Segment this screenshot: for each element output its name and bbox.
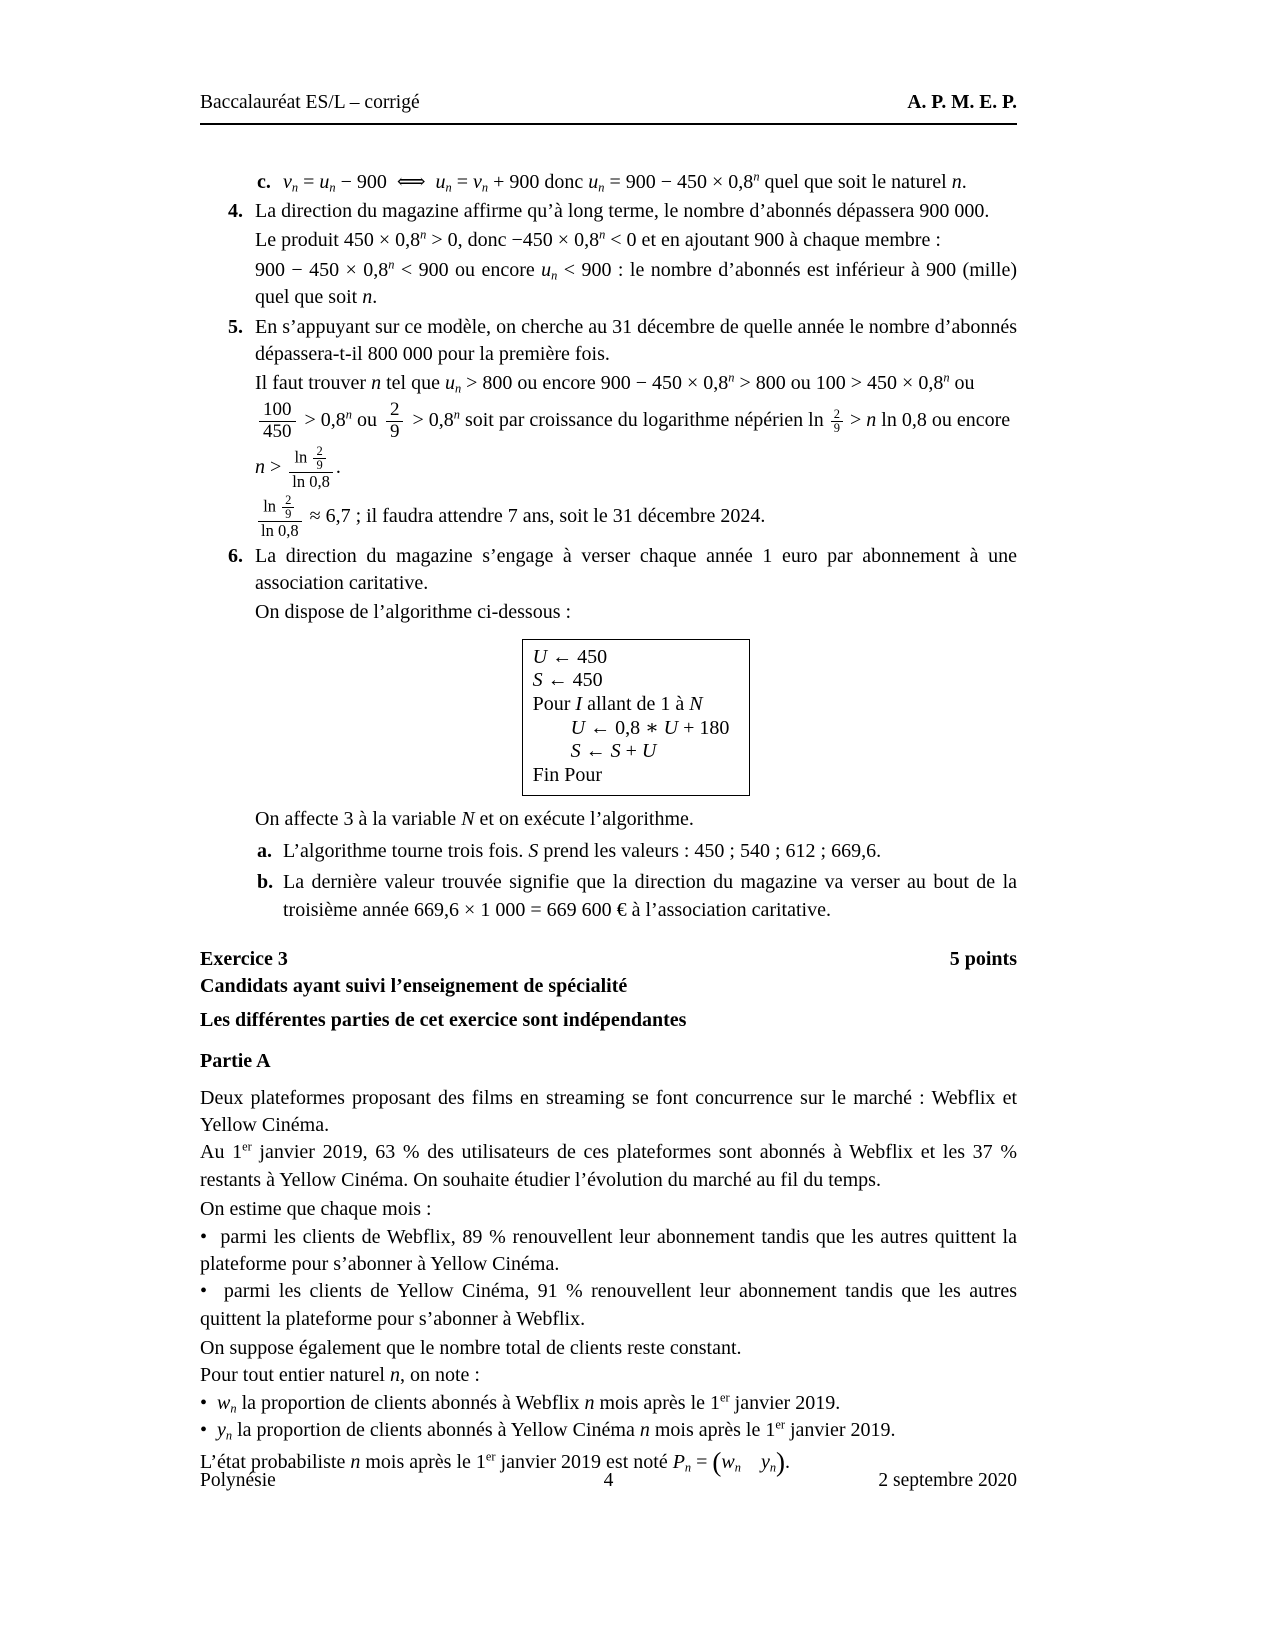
page-footer bbox=[200, 1468, 1017, 1495]
algorithm-line: Fin Pour bbox=[532, 763, 603, 786]
list-item-6b bbox=[255, 869, 1017, 924]
page-header bbox=[200, 90, 1017, 125]
paragraph-5-5: ln $\frac{2}{9}$ ln 0,8 ≈ 6,7 ; il faudra attendre 7 ans, soit le 31 décembre 2024. bbox=[255, 494, 1017, 541]
list-item-6-marker: 6. bbox=[228, 544, 243, 567]
footer-page-number: 4 bbox=[603, 1470, 614, 1491]
exercise3-heading bbox=[200, 946, 1017, 973]
list-item-4-marker: 4. bbox=[228, 200, 243, 223]
algorithm-line: Pour I allant de 1 à N bbox=[532, 693, 703, 716]
list-item-6a bbox=[255, 838, 1017, 865]
partA-paragraph-6: L’état probabiliste n mois après le 1er janvier 2019 est noté $P_n = (w_n$ $y_n$). bbox=[200, 1446, 791, 1477]
exercise3-subtitle: Candidats ayant suivi l’enseignement de spécialité bbox=[200, 975, 628, 998]
paragraph-6b: La dernière valeur trouvée signifie que la direction du magazine va verser au bout de la troisième année 669,6 × 1 000 = 669 600 € à l’association caritative. bbox=[283, 871, 1017, 921]
paragraph-6-1: La direction du magazine s’engage à verser chaque année 1 euro par abonnement à une association caritative. bbox=[255, 544, 1017, 595]
paragraph-5-3: $\frac{100}{450}$ > $0,8^n$ ou $\frac{2}{9}$ > $0,8^n$ soit par croissance du logarithme népérien ln $\frac{2}{9}$ > n ln 0,8 ou encore bbox=[255, 400, 1017, 443]
header-title: Baccalauréat ES/L – corrigé bbox=[200, 92, 420, 113]
list-item-4-body bbox=[255, 198, 1017, 312]
paragraph-5-2: Il faut trouver n tel que $u_n > 800$ ou encore $900 - 450 \times 0,8^n > 800$ ou $100 > 450 \times 0,8^n$ ou bbox=[255, 370, 975, 397]
partA-bullet-4: • $y_n$ la proportion de clients abonnés à Yellow Cinéma n mois après le 1er janvier 2019. bbox=[200, 1417, 896, 1443]
paragraph-6a: L’algorithme tourne trois fois. S prend les valeurs : 450 ; 540 ; 612 ; 669,6. bbox=[283, 839, 882, 862]
list-item-5-body bbox=[255, 314, 1017, 541]
list-item-6a-marker: a. bbox=[257, 839, 272, 862]
list-item-c-body bbox=[283, 169, 1017, 196]
partA-title: Partie A bbox=[200, 1050, 271, 1073]
list-item-c-marker: c. bbox=[257, 170, 271, 193]
partA-paragraph-5: Pour tout entier naturel n, on note : bbox=[200, 1364, 480, 1387]
exercise3-title: Exercice 3 bbox=[200, 948, 288, 970]
list-item-4 bbox=[200, 198, 1017, 312]
partA-bullet-3: • $w_n$ la proportion de clients abonnés à Webflix n mois après le 1er janvier 2019. bbox=[200, 1390, 841, 1416]
footer-place: Polynésie bbox=[200, 1470, 276, 1491]
header-brand: A. P. M. E. P. bbox=[907, 92, 1017, 113]
partA-bullet-1: • parmi les clients de Webflix, 89 % renouvellent leur abonnement tandis que les autres quittent la plateforme pour s’abonner à Yellow Cinéma. bbox=[200, 1225, 1017, 1275]
list-item-6 bbox=[200, 543, 1017, 924]
algorithm-line: S ← 450 bbox=[532, 669, 603, 692]
partA-bullet-2: • parmi les clients de Yellow Cinéma, 91 % renouvellent leur abonnement tandis que les autres quittent la plateforme pour s’abonner à Webflix. bbox=[200, 1280, 1017, 1330]
list-item-5 bbox=[200, 314, 1017, 541]
list-item-6a-body bbox=[283, 838, 1017, 865]
partA-paragraph-4: On suppose également que le nombre total de clients reste constant. bbox=[200, 1337, 742, 1360]
list-item-c bbox=[200, 169, 1017, 196]
paragraph-6-3: On affecte 3 à la variable N et on exécute l’algorithme. bbox=[255, 808, 694, 831]
partA-paragraph-1: Deux plateformes proposant des films en streaming se font concurrence sur le marché : Webflix et Yellow Cinéma. bbox=[200, 1086, 1017, 1136]
paragraph-5-4: n > ln $\frac{2}{9}$ ln 0,8 . bbox=[255, 443, 341, 491]
paragraph-5-1: En s’appuyant sur ce modèle, on cherche au 31 décembre de quelle année le nombre d’abonnés dépassera-t-il 800 000 pour la première fois. bbox=[255, 315, 1017, 366]
exercise3-note: Les différentes parties de cet exercice sont indépendantes bbox=[200, 1008, 687, 1031]
list-item-6b-marker: b. bbox=[257, 871, 274, 894]
algorithm-line: U ← 450 bbox=[532, 645, 608, 668]
footer-date: 2 septembre 2020 bbox=[878, 1470, 1017, 1491]
paragraph-6-2: On dispose de l’algorithme ci-dessous : bbox=[255, 601, 572, 624]
partA-paragraph-3: On estime que chaque mois : bbox=[200, 1198, 432, 1221]
algorithm-box bbox=[522, 639, 751, 797]
list-item-5-marker: 5. bbox=[228, 315, 243, 338]
paragraph-4-3: $900 - 450 \times 0,8^n < 900$ ou encore $u_n < 900$ : le nombre d’abonnés est inférieur à 900 (mille) quel que soit n. bbox=[255, 257, 1017, 309]
list-item-6-body bbox=[255, 543, 1017, 924]
paragraph-c: $v_n = u_n - 900$ ⟺ $u_n = v_n + 900$ donc $u_n = 900 - 450 \times 0,8^n$ quel que soit le naturel n. bbox=[283, 169, 967, 195]
algorithm-line: U ← 0,8 ∗ U + 180 bbox=[570, 716, 730, 739]
paragraph-4-1: La direction du magazine affirme qu’à long terme, le nombre d’abonnés dépassera 900 000. bbox=[255, 200, 990, 223]
paragraph-4-2: Le produit $450 \times 0,8^n > 0$, donc $-450 \times 0,8^n < 0$ et en ajoutant 900 à chaque membre : bbox=[255, 227, 941, 252]
exercise3-points: 5 points bbox=[949, 948, 1017, 970]
list-item-6b-body bbox=[283, 869, 1017, 924]
partA-paragraph-2: Au 1er janvier 2019, 63 % des utilisateurs de ces plateformes sont abonnés à Webflix et les 37 % restants à Yellow Cinéma. On souhaite étudier l’évolution du marché au fil du temps. bbox=[200, 1139, 1017, 1191]
algorithm-line: S ← S + U bbox=[570, 740, 657, 763]
